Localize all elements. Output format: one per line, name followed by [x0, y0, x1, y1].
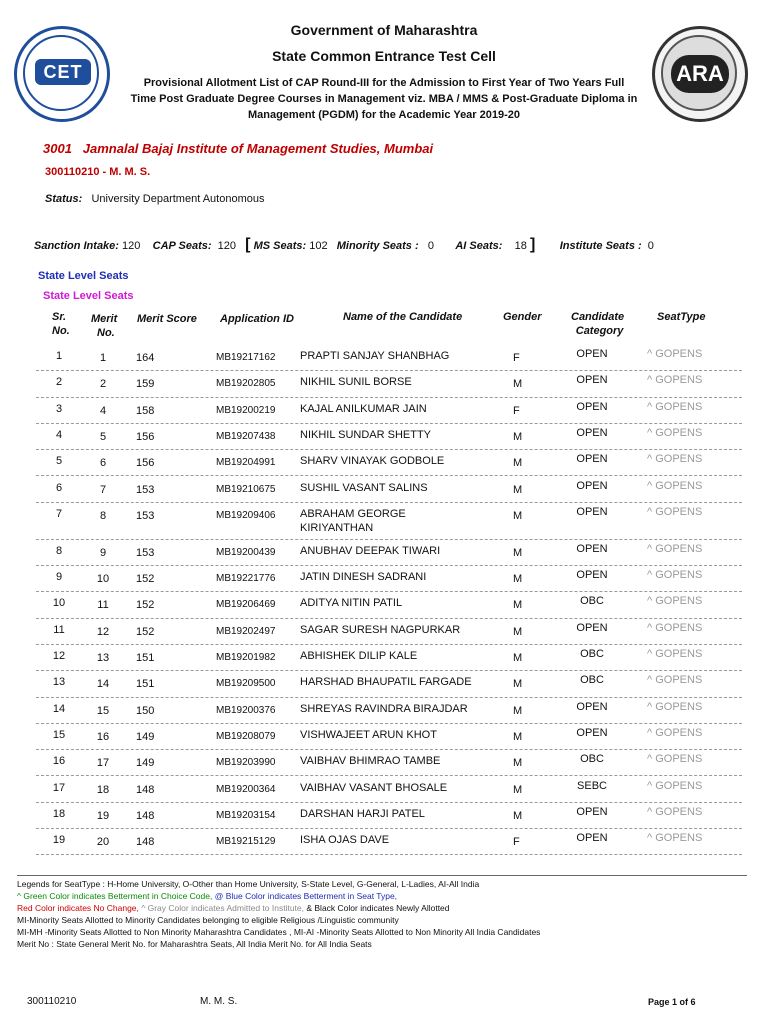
cell-application-id: MB19217162	[216, 352, 276, 363]
ai-seats-value: 18	[514, 240, 527, 252]
header-merit-line1: Merit	[91, 313, 118, 325]
cell-application-id: MB19203990	[216, 757, 276, 769]
cell-candidate-name: VISHWAJEET ARUN KHOT	[300, 728, 437, 741]
cell-seat-type: ^ GOPENS	[647, 542, 703, 555]
cell-merit-no: 15	[96, 704, 110, 717]
cell-application-id: MB19201982	[216, 652, 276, 663]
cell-candidate-name: ABHISHEK DILIP KALE	[300, 650, 418, 662]
cell-merit-score: 152	[136, 599, 155, 612]
table-row	[0, 834, 768, 860]
cell-merit-score: 148	[136, 783, 155, 796]
cell-candidate-name: SHREYAS RAVINDRA BIRAJDAR	[300, 702, 468, 715]
cell-seat-type: ^ GOPENS	[647, 805, 703, 818]
header-gender: Gender	[503, 311, 542, 323]
footer-page-number: Page 1 of 6	[648, 997, 696, 1007]
cell-sr-no: 4	[55, 428, 63, 441]
row-divider	[36, 723, 742, 724]
table-row	[0, 571, 768, 597]
cell-seat-type: ^ GOPENS	[647, 648, 703, 660]
legend-line-minority-nonminority: MI-MH -Minority Seats Allotted to Non Minority Maharashtra Candidates , MI-AI -Minority Seats Allotted to Non Minority All India Candidates	[17, 927, 541, 937]
header-merit-score: Merit Score	[137, 313, 197, 325]
cell-application-id: MB19200439	[216, 546, 276, 558]
institute-seats-value: 0	[647, 240, 654, 252]
row-divider	[36, 618, 742, 619]
row-divider	[36, 802, 742, 803]
cell-merit-score: 151	[136, 678, 155, 691]
institute-code: 3001	[43, 141, 72, 156]
cell-category: OPEN	[576, 453, 608, 466]
header-candidate-name: Name of the Candidate	[343, 311, 463, 323]
row-divider	[36, 644, 742, 645]
cell-category: OPEN	[576, 542, 608, 555]
cell-merit-no: 17	[96, 757, 110, 770]
cell-sr-no: 16	[52, 755, 66, 768]
table-row	[0, 376, 768, 402]
cell-candidate-name: NIKHIL SUNDAR SHETTY	[300, 428, 432, 441]
cell-merit-score: 152	[136, 625, 155, 638]
legend-block	[17, 875, 757, 950]
cell-candidate-name: VAIBHAV VASANT BHOSALE	[300, 781, 448, 794]
cell-merit-score: 164	[136, 352, 155, 364]
course-code: 300110210 - M. M. S.	[45, 166, 151, 178]
cell-merit-no: 8	[99, 509, 107, 522]
cell-gender: M	[513, 430, 523, 443]
cell-gender: M	[513, 625, 523, 638]
cell-category: OPEN	[576, 348, 608, 360]
row-divider	[36, 423, 742, 424]
row-divider	[36, 397, 742, 398]
cell-merit-no: 18	[96, 783, 110, 796]
cell-seat-type: ^ GOPENS	[647, 505, 703, 518]
cell-application-id: MB19210675	[216, 483, 276, 495]
open-bracket: [	[245, 236, 251, 253]
cell-application-id: MB19203154	[216, 809, 276, 821]
cell-category: SEBC	[577, 779, 607, 792]
cell-sr-no: 15	[52, 728, 66, 741]
cell-sr-no: 12	[52, 650, 66, 662]
table-row	[0, 400, 768, 429]
cell-merit-no: 1	[99, 352, 107, 364]
row-divider	[36, 539, 742, 540]
cell-sr-no: 8	[55, 544, 63, 557]
institute-heading	[43, 141, 433, 156]
cell-candidate-name: KAJAL ANILKUMAR JAIN	[300, 402, 427, 415]
footer-course-code: 300110210	[27, 996, 77, 1007]
legend-line-merit-no: Merit No : State General Merit No. for Maharashtra Seats, All India Merit No. for All India Seats	[17, 939, 372, 949]
cell-merit-no: 7	[99, 483, 107, 496]
legend-line-colors-2	[17, 902, 757, 914]
cell-gender: M	[513, 573, 523, 586]
institute-name: Jamnalal Bajaj Institute of Management Studies, Mumbai	[82, 141, 434, 156]
table-row	[0, 805, 768, 834]
cell-seat-type: ^ GOPENS	[647, 479, 703, 492]
cell-sr-no: 3	[55, 402, 63, 415]
ms-seats-label: MS Seats:	[253, 240, 307, 252]
cap-seats-label: CAP Seats:	[152, 240, 212, 252]
table-row	[0, 455, 768, 481]
cell-merit-no: 5	[99, 430, 107, 443]
cell-category: OPEN	[576, 621, 608, 634]
ara-logo-text: ARA	[671, 55, 729, 93]
cell-title: State Common Entrance Test Cell	[272, 48, 496, 64]
cell-merit-score: 159	[136, 378, 155, 391]
cell-merit-no: 14	[96, 678, 110, 691]
cell-seat-type: ^ GOPENS	[647, 400, 703, 413]
cell-merit-score: 156	[136, 430, 155, 443]
cell-category: OBC	[580, 674, 604, 687]
ara-logo	[652, 26, 748, 122]
cell-merit-no: 6	[99, 457, 107, 470]
status-value: University Department Autonomous	[91, 193, 265, 205]
cell-candidate-name: ABRAHAM GEORGE	[300, 507, 406, 520]
cell-merit-score: 150	[136, 704, 155, 717]
cell-merit-score: 148	[136, 836, 155, 849]
cell-merit-no: 19	[96, 809, 110, 822]
cell-merit-score: 149	[136, 730, 155, 743]
list-description: Provisional Allotment List of CAP Round-III for the Admission to First Year of Two Years Full Time Post Graduate Degree Courses in Management viz. MBA / MMS & Post-Graduate Diploma in Management (PGDM) for the Academic Year 2019-20	[130, 77, 638, 121]
cell-candidate-name: ADITYA NITIN PATIL	[300, 597, 403, 610]
header-merit-line2: No.	[97, 327, 115, 339]
cell-category: OPEN	[576, 805, 608, 818]
cell-sr-no: 19	[52, 834, 66, 847]
cell-sr-no: 9	[55, 571, 63, 584]
cell-candidate-name: SUSHIL VASANT SALINS	[300, 481, 428, 494]
cell-seat-type: ^ GOPENS	[647, 832, 703, 845]
cell-application-id: MB19221776	[216, 573, 276, 585]
table-row	[0, 426, 768, 455]
table-row	[0, 597, 768, 623]
header-sr-line2: No.	[52, 325, 70, 337]
row-divider	[36, 775, 742, 776]
header-sr	[52, 310, 70, 338]
cell-merit-no: 13	[96, 652, 110, 664]
cell-merit-score: 158	[136, 404, 155, 417]
cell-application-id: MB19207438	[216, 430, 276, 442]
table-row	[0, 621, 768, 650]
cell-merit-score: 152	[136, 573, 155, 586]
table-row	[0, 726, 768, 755]
legend-green: ^ Green Color indicates Betterment in Choice Code,	[17, 891, 213, 901]
legend-line-minority: MI-Minority Seats Allotted to Minority Candidates belonging to eligible Religious /Linguistic community	[17, 915, 399, 925]
cell-category: OPEN	[576, 479, 608, 492]
cell-merit-score: 153	[136, 509, 155, 522]
cell-category: OBC	[580, 753, 604, 766]
row-divider	[36, 828, 742, 829]
cell-seat-type: ^ GOPENS	[647, 779, 703, 792]
table-row	[0, 479, 768, 508]
cell-merit-no: 10	[96, 573, 110, 586]
cell-merit-no: 11	[97, 599, 109, 612]
cell-sr-no: 5	[55, 455, 63, 468]
cell-gender: F	[513, 836, 520, 849]
row-divider	[36, 565, 742, 566]
cell-gender: M	[513, 757, 523, 770]
cell-gender: M	[513, 678, 523, 691]
ai-seats-label: AI Seats:	[455, 240, 503, 252]
cell-merit-score: 151	[136, 652, 155, 664]
cell-candidate-name: HARSHAD BHAUPATIL FARGADE	[300, 676, 472, 689]
cell-candidate-name: SHARV VINAYAK GODBOLE	[300, 455, 445, 468]
row-divider	[36, 697, 742, 698]
table-row	[0, 755, 768, 781]
legend-line-seat-types: Legends for SeatType : H-Home University, O-Other than Home University, S-State Level, G-General, L-Ladies, AI-All India	[17, 879, 480, 889]
cell-sr-no: 1	[55, 350, 63, 362]
row-divider	[36, 449, 742, 450]
cell-merit-score: 153	[136, 483, 155, 496]
cell-gender: M	[513, 704, 523, 717]
legend-gray: ^ Gray Color indicates Admitted to Institute,	[138, 903, 304, 913]
cell-gender: M	[513, 599, 523, 612]
cell-candidate-name-line2: KIRIYANTHAN	[300, 521, 374, 534]
table-row	[0, 350, 768, 376]
cell-application-id: MB19208079	[216, 730, 276, 742]
section-label-primary: State Level Seats	[38, 270, 129, 282]
cell-gender: M	[513, 378, 523, 391]
cell-gender: F	[513, 352, 520, 364]
cell-candidate-name: ISHA OJAS DAVE	[300, 834, 390, 847]
cell-sr-no: 14	[52, 702, 66, 715]
header-category-line1: Candidate	[571, 311, 625, 323]
row-divider	[36, 854, 742, 855]
cell-seat-type: ^ GOPENS	[647, 621, 703, 634]
intake-summary	[34, 236, 654, 254]
cell-seat-type: ^ GOPENS	[647, 700, 703, 713]
cell-candidate-name: ANUBHAV DEEPAK TIWARI	[300, 544, 441, 557]
legend-black: & Black Color indicates Newly Allotted	[304, 903, 450, 913]
row-divider	[36, 591, 742, 592]
table-row	[0, 779, 768, 808]
cell-merit-no: 4	[99, 404, 107, 417]
table-row	[0, 542, 768, 571]
cap-seats-value: 120	[217, 240, 236, 252]
cell-application-id: MB19209500	[216, 678, 276, 690]
cell-seat-type: ^ GOPENS	[647, 595, 703, 608]
status-line	[45, 193, 264, 205]
cell-seat-type: ^ GOPENS	[647, 674, 703, 687]
cell-gender: F	[513, 404, 520, 417]
cell-sr-no: 7	[55, 507, 63, 520]
row-divider	[36, 475, 742, 476]
cell-candidate-name: SAGAR SURESH NAGPURKAR	[300, 623, 461, 636]
cell-sr-no: 17	[52, 781, 66, 794]
cell-seat-type: ^ GOPENS	[647, 569, 703, 582]
institute-seats-label: Institute Seats :	[559, 240, 642, 252]
cell-application-id: MB19202497	[216, 625, 276, 637]
cell-candidate-name: VAIBHAV BHIMRAO TAMBE	[300, 755, 441, 768]
cell-gender: M	[513, 457, 523, 470]
cell-candidate-name: PRAPTI SANJAY SHANBHAG	[300, 350, 450, 362]
cell-seat-type: ^ GOPENS	[647, 348, 703, 360]
row-divider	[36, 749, 742, 750]
row-divider	[36, 502, 742, 503]
cell-candidate-name: JATIN DINESH SADRANI	[300, 571, 427, 584]
cell-merit-no: 20	[96, 836, 110, 849]
cell-sr-no: 2	[55, 376, 63, 389]
cell-seat-type: ^ GOPENS	[647, 374, 703, 387]
row-divider	[36, 670, 742, 671]
cell-sr-no: 6	[55, 481, 63, 494]
header-category-line2: Category	[575, 325, 624, 337]
row-divider	[36, 370, 742, 371]
table-row	[0, 700, 768, 729]
cell-application-id: MB19202805	[216, 378, 276, 390]
cell-application-id: MB19204991	[216, 457, 276, 469]
cell-category: OPEN	[576, 832, 608, 845]
cell-category: OPEN	[576, 374, 608, 387]
cell-merit-no: 12	[96, 625, 110, 638]
cell-category: OPEN	[576, 426, 608, 439]
status-label: Status:	[45, 193, 83, 205]
cell-application-id: MB19209406	[216, 509, 276, 521]
cell-category: OPEN	[576, 400, 608, 413]
cell-sr-no: 10	[52, 597, 66, 610]
cell-seat-type: ^ GOPENS	[647, 753, 703, 766]
cell-seat-type: ^ GOPENS	[647, 726, 703, 739]
cell-merit-score: 156	[136, 457, 155, 470]
header-seat-type: SeatType	[657, 311, 706, 323]
cell-merit-score: 149	[136, 757, 155, 770]
cell-merit-no: 9	[99, 546, 107, 559]
minority-seats-label: Minority Seats :	[336, 240, 419, 252]
cell-merit-no: 2	[99, 378, 107, 391]
cell-seat-type: ^ GOPENS	[647, 426, 703, 439]
cet-cell-logo	[14, 26, 110, 122]
legend-red: Red Color indicates No Change,	[17, 903, 139, 913]
cell-merit-score: 148	[136, 809, 155, 822]
cell-sr-no: 13	[52, 676, 66, 689]
cell-gender: M	[513, 809, 523, 822]
cell-application-id: MB19200376	[216, 704, 276, 716]
table-row	[0, 505, 768, 545]
cell-sr-no: 11	[53, 623, 65, 636]
cell-category: OPEN	[576, 700, 608, 713]
sanction-intake-label: Sanction Intake:	[34, 240, 119, 252]
cell-application-id: MB19200364	[216, 783, 276, 795]
close-bracket: ]	[529, 236, 536, 253]
cell-gender: M	[513, 546, 523, 559]
cell-category: OBC	[580, 595, 604, 608]
cell-category: OPEN	[576, 569, 608, 582]
table-row	[0, 650, 768, 676]
header-sr-line1: Sr.	[52, 311, 67, 323]
cell-merit-no: 16	[96, 730, 110, 743]
cell-category: OPEN	[576, 726, 608, 739]
section-label-secondary: State Level Seats	[43, 290, 134, 302]
minority-seats-value: 0	[427, 240, 434, 252]
cell-candidate-name: DARSHAN HARJI PATEL	[300, 807, 425, 820]
legend-divider	[17, 875, 747, 876]
ms-seats-value: 102	[309, 240, 328, 252]
sanction-intake-value: 120	[122, 240, 141, 252]
cell-category: OPEN	[576, 505, 608, 518]
cell-gender: M	[513, 783, 523, 796]
cell-gender: M	[513, 730, 523, 743]
table-row	[0, 676, 768, 702]
footer-course-name: M. M. S.	[200, 996, 238, 1007]
cell-gender: M	[513, 509, 523, 522]
cell-application-id: MB19206469	[216, 599, 276, 611]
header-application-id: Application ID	[220, 313, 294, 325]
cell-seat-type: ^ GOPENS	[647, 453, 703, 466]
cell-merit-score: 153	[136, 546, 155, 559]
cell-application-id: MB19215129	[216, 836, 276, 848]
cell-sr-no: 18	[52, 807, 66, 820]
cell-application-id: MB19200219	[216, 404, 276, 416]
government-title: Government of Maharashtra	[290, 22, 478, 38]
cell-category: OBC	[580, 648, 604, 660]
cell-candidate-name: NIKHIL SUNIL BORSE	[300, 376, 412, 389]
legend-line-colors-1	[17, 890, 757, 902]
legend-blue: @ Blue Color indicates Betterment in Seat Type,	[212, 891, 398, 901]
header-merit	[91, 312, 117, 340]
header-category	[571, 310, 624, 338]
cell-gender: M	[513, 483, 523, 496]
cet-logo-text: CET	[35, 59, 91, 85]
cell-gender: M	[513, 652, 523, 664]
